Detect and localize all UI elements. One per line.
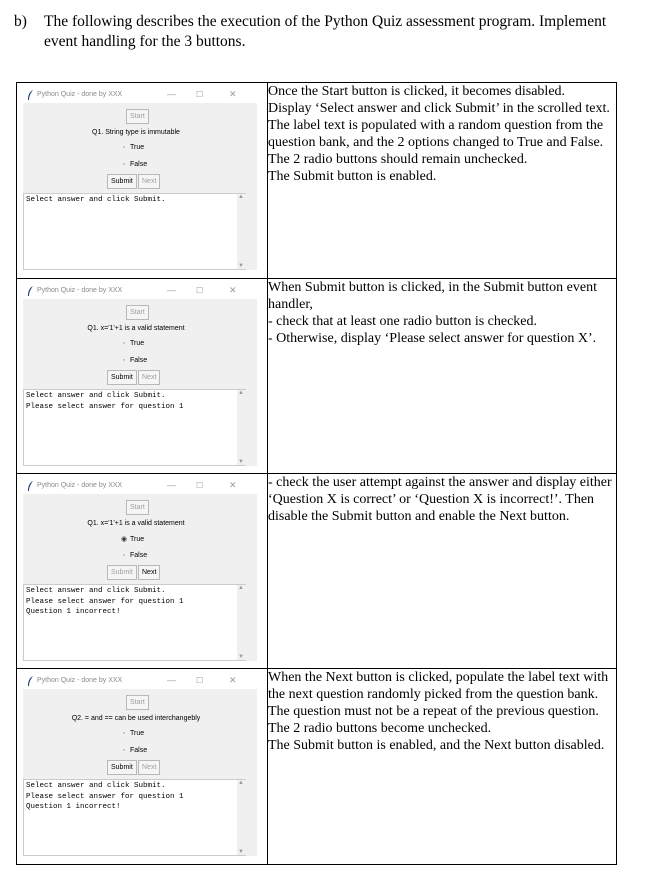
description-line: When the Next button is clicked, populate the label text with the next question randomly picked from the question bank. The question must not be a repeat of the previous question.	[268, 670, 609, 719]
scrollbar[interactable]	[237, 194, 246, 269]
quiz-window	[23, 283, 257, 466]
screenshot-cell	[17, 83, 268, 279]
radio-false-label: False	[130, 747, 148, 754]
scroll-down-icon[interactable]: ▼	[238, 459, 244, 465]
radio-true-indicator: ◉	[121, 536, 128, 543]
section-label: b)	[14, 13, 27, 30]
minimize-icon[interactable]: —	[167, 480, 176, 490]
start-button[interactable]: Start	[126, 500, 149, 515]
scroll-up-icon[interactable]: ▲	[238, 390, 244, 396]
screenshot-cell	[17, 669, 268, 865]
table-row	[17, 474, 617, 669]
scrollbar[interactable]	[237, 780, 246, 855]
question-label: Q1. x='1'+1 is a valid statement	[87, 520, 185, 527]
radio-true-label: True	[130, 536, 145, 543]
title-bar	[23, 87, 257, 103]
description-line: - Otherwise, display ‘Please select answer for question X’.	[268, 331, 597, 346]
submit-button[interactable]: Submit	[107, 565, 137, 580]
radio-false-indicator: ◦	[122, 747, 126, 754]
radio-false[interactable]	[121, 161, 147, 168]
radio-false-label: False	[130, 552, 148, 559]
log-line: Please select answer for question 1	[26, 597, 184, 606]
log-line: Select answer and click Submit.	[26, 587, 166, 595]
description-line: The 2 radio buttons become unchecked.	[268, 721, 492, 736]
feather-icon	[27, 286, 35, 296]
radio-false-label: False	[130, 161, 148, 168]
log-line: Question 1 incorrect!	[26, 803, 121, 811]
scroll-up-icon[interactable]: ▲	[238, 194, 244, 200]
question-label: Q2. = and == can be used interchangebly	[71, 715, 201, 722]
question-label: Q1. String type is immutable	[92, 129, 180, 136]
log-line: Select answer and click Submit.	[26, 392, 166, 400]
close-icon[interactable]: ✕	[229, 285, 237, 295]
log-line: Please select answer for question 1	[26, 402, 184, 411]
feather-icon	[27, 90, 35, 100]
window-title: Python Quiz - done by XXX	[37, 91, 123, 98]
quiz-window	[23, 673, 257, 856]
title-bar	[23, 673, 257, 689]
radio-true-indicator: ◦	[122, 730, 126, 737]
description-line: When Submit button is clicked, in the Submit button event handler,	[268, 280, 597, 312]
log-line: Select answer and click Submit.	[26, 196, 166, 204]
description-line: - check that at least one radio button is checked.	[268, 314, 538, 329]
submit-button[interactable]: Submit	[107, 174, 137, 189]
radio-true-indicator: ◦	[122, 144, 126, 151]
scroll-down-icon[interactable]: ▼	[238, 849, 244, 855]
radio-true[interactable]	[121, 144, 144, 151]
feather-icon	[27, 481, 35, 491]
radio-true-label: True	[130, 340, 145, 347]
radio-false[interactable]	[121, 747, 147, 754]
description-line: Display ‘Select answer and click Submit’ in the scrolled text.	[268, 101, 610, 116]
window-title: Python Quiz - done by XXX	[37, 677, 123, 684]
maximize-icon[interactable]: ☐	[196, 286, 204, 295]
radio-false[interactable]	[121, 357, 147, 364]
minimize-icon[interactable]: —	[167, 675, 176, 685]
scrollbar[interactable]	[237, 585, 246, 660]
description-line: Once the Start button is clicked, it becomes disabled.	[268, 84, 566, 99]
illustration-table	[16, 82, 617, 865]
description-line: - check the user attempt against the answer and display either ‘Question X is correct’ or ‘Question X is incorrect!’. Then disable the Submit button and enable the Next button.	[268, 475, 612, 524]
next-button[interactable]: Next	[138, 370, 160, 385]
next-button[interactable]: Next	[138, 174, 160, 189]
radio-false-indicator: ◦	[122, 357, 126, 364]
minimize-icon[interactable]: —	[167, 89, 176, 99]
scrolled-text[interactable]	[23, 584, 246, 661]
description-line: The Submit button is enabled.	[268, 169, 437, 184]
close-icon[interactable]: ✕	[229, 89, 237, 99]
scrolled-text[interactable]	[23, 389, 246, 466]
title-bar	[23, 283, 257, 299]
description-cell	[268, 83, 617, 279]
scroll-down-icon[interactable]: ▼	[238, 263, 244, 269]
radio-false-indicator: ◦	[122, 552, 126, 559]
maximize-icon[interactable]: ☐	[196, 676, 204, 685]
window-title: Python Quiz - done by XXX	[37, 482, 123, 489]
table-row	[17, 279, 617, 474]
radio-true-label: True	[130, 730, 145, 737]
submit-button[interactable]: Submit	[107, 370, 137, 385]
start-button[interactable]: Start	[126, 109, 149, 124]
scrolled-text[interactable]	[23, 779, 246, 856]
question-label: Q1. x='1'+1 is a valid statement	[87, 325, 185, 332]
screenshot-cell	[17, 279, 268, 474]
description-cell	[268, 474, 617, 669]
scrollbar[interactable]	[237, 390, 246, 465]
radio-false-indicator: ◦	[122, 161, 126, 168]
submit-button[interactable]: Submit	[107, 760, 137, 775]
window-body	[23, 494, 257, 661]
log-line: Question 1 incorrect!	[26, 608, 121, 616]
window-title: Python Quiz - done by XXX	[37, 287, 123, 294]
maximize-icon[interactable]: ☐	[196, 90, 204, 99]
radio-true[interactable]	[121, 730, 144, 737]
radio-true[interactable]	[121, 340, 144, 347]
section-text: The following describes the execution of the Python Quiz assessment program. Implement event handling for the 3 buttons.	[44, 13, 607, 50]
log-line: Select answer and click Submit.	[26, 782, 166, 790]
scroll-up-icon[interactable]: ▲	[238, 780, 244, 786]
description-cell	[268, 669, 617, 865]
window-body	[23, 689, 257, 856]
maximize-icon[interactable]: ☐	[196, 481, 204, 490]
radio-true-indicator: ◦	[122, 340, 126, 347]
description-line: The label text is populated with a random question from the question bank, and the 2 options changed to True and False. The 2 radio buttons should remain unchecked.	[268, 118, 604, 167]
next-button[interactable]: Next	[138, 565, 160, 580]
start-button[interactable]: Start	[126, 305, 149, 320]
quiz-window	[23, 478, 257, 661]
scroll-down-icon[interactable]: ▼	[238, 654, 244, 660]
scroll-up-icon[interactable]: ▲	[238, 585, 244, 591]
close-icon[interactable]: ✕	[229, 675, 237, 685]
scrolled-text[interactable]	[23, 193, 246, 270]
start-button[interactable]: Start	[126, 695, 149, 710]
radio-false-label: False	[130, 357, 148, 364]
radio-false[interactable]	[121, 552, 147, 559]
window-body	[23, 103, 257, 270]
minimize-icon[interactable]: —	[167, 285, 176, 295]
window-body	[23, 299, 257, 466]
next-button[interactable]: Next	[138, 760, 160, 775]
screenshot-cell	[17, 474, 268, 669]
log-line: Please select answer for question 1	[26, 792, 184, 801]
quiz-window	[23, 87, 257, 270]
radio-true-label: True	[130, 144, 145, 151]
feather-icon	[27, 676, 35, 686]
title-bar	[23, 478, 257, 494]
radio-true[interactable]	[121, 535, 144, 543]
description-cell	[268, 279, 617, 474]
close-icon[interactable]: ✕	[229, 480, 237, 490]
description-line: The Submit button is enabled, and the Next button disabled.	[268, 738, 605, 753]
table-row	[17, 669, 617, 865]
table-row	[17, 83, 617, 279]
